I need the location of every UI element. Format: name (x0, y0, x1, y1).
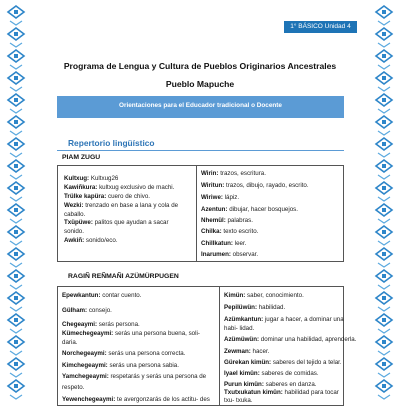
vocabulary-definition: consejo. (87, 307, 112, 314)
vocabulary-definition: palitos que ayudan a sacar (92, 219, 169, 226)
section-heading: Repertorio lingüístico (68, 138, 155, 148)
vocabulary-entry (201, 251, 258, 259)
vocabulary-entry (62, 373, 206, 381)
vocabulary-term: Chegeaymi: (62, 321, 98, 328)
vocabulary-term: Kimchegeaymi: (62, 362, 108, 369)
vocabulary-definition: sonido/eco. (84, 237, 118, 244)
vocabulary-definition: respeto. (62, 384, 85, 391)
vocabulary-definition: cuero de chivo. (106, 193, 150, 200)
people-title: Pueblo Mapuche (165, 79, 235, 89)
vocabulary-term: Chillkatun: (201, 240, 233, 247)
decorative-border-left (4, 0, 28, 400)
vocabulary-entry (64, 202, 178, 210)
grade-badge: 1° BÁSICO Unidad 4 (284, 21, 357, 33)
vocabulary-definition: serás una persona correcta. (106, 350, 186, 357)
vocabulary-definition: dominar una habilidad, aprenderla. (259, 336, 357, 343)
vocabulary-entry (224, 336, 356, 344)
vocabulary-term: Azümkantun: (224, 316, 264, 323)
vocabulary-definition: trazos, dibujo, rayado, escrito. (224, 182, 309, 189)
vocabulary-term: Txüpüwe: (64, 219, 93, 226)
vocabulary-definition: trazos, escritura. (218, 170, 266, 177)
vocabulary-term: Wezki: (64, 202, 84, 209)
vocabulary-entry (224, 304, 285, 312)
vocabulary-term: Nhemül: (201, 217, 226, 224)
vocabulary-entry (201, 217, 253, 225)
vocabulary-term: Inarumen: (201, 251, 231, 258)
vocabulary-definition: habi- lidad. (224, 325, 255, 332)
sub-heading-piam-zugu: PIAM ZUGU (62, 154, 101, 161)
vocabulary-entry (62, 339, 77, 347)
vocabulary-term: Purun kimün: (224, 381, 264, 388)
vocabulary-term: Epewkantun: (62, 292, 101, 299)
vocabulary-entry (62, 330, 200, 338)
vocabulary-entry (201, 194, 239, 202)
vocabulary-entry (224, 359, 342, 367)
vocabulary-term: Chilka: (201, 228, 222, 235)
box-2-divider (219, 286, 220, 406)
vocabulary-definition: contar cuento. (100, 292, 142, 299)
vocabulary-term: Txutxukatun kimün: (224, 389, 283, 396)
vocabulary-entry (201, 206, 298, 214)
vocabulary-definition: saber, conocimiento. (245, 292, 304, 299)
vocabulary-term: Zewman: (224, 348, 251, 355)
vocabulary-definition: Kultxug26 (89, 175, 119, 182)
vocabulary-entry (62, 362, 179, 370)
sub-heading-ragin: RAGIÑ REÑMAÑI AZÜMÜRPUGEN (68, 273, 179, 280)
vocabulary-entry (64, 184, 174, 192)
vocabulary-term: Wiriwe: (201, 194, 223, 201)
vocabulary-entry (224, 389, 339, 397)
vocabulary-definition: lápiz. (222, 194, 240, 201)
vocabulary-definition: hacer. (250, 348, 270, 355)
vocabulary-definition: respetarás y serás una persona de (108, 373, 207, 380)
vocabulary-entry (62, 307, 112, 315)
vocabulary-definition: leer. (232, 240, 247, 247)
vocabulary-entry (224, 381, 317, 389)
vocabulary-entry (64, 175, 118, 183)
vocabulary-entry (224, 316, 344, 324)
vocabulary-term: Trülke kapüra: (64, 193, 107, 200)
vocabulary-term: Kümechegeaymi: (62, 330, 114, 337)
vocabulary-entry (201, 228, 258, 236)
vocabulary-entry (224, 292, 304, 300)
vocabulary-definition: te avergonzarás de los actitu- des (115, 396, 210, 403)
vocabulary-term: Yamchegeaymi: (62, 373, 109, 380)
vocabulary-entry (224, 325, 254, 333)
box-1-divider (196, 165, 197, 262)
vocabulary-entry (64, 211, 85, 219)
vocabulary-definition: saberes del tejido a telar. (271, 359, 342, 366)
vocabulary-definition: serás una persona sabia. (107, 362, 179, 369)
vocabulary-entry (62, 396, 210, 404)
vocabulary-definition: observar. (230, 251, 259, 258)
program-title: Programa de Lengua y Cultura de Pueblos Originarios Ancestrales (63, 61, 337, 71)
vocabulary-definition: sonido. (64, 228, 84, 235)
vocabulary-term: Azentun: (201, 206, 228, 213)
vocabulary-term: Awkiñ: (64, 237, 85, 244)
vocabulary-definition: serás una persona buena, soli- (113, 330, 200, 337)
vocabulary-entry (62, 350, 185, 358)
heading-rule (57, 150, 344, 151)
vocabulary-entry (224, 397, 253, 405)
vocabulary-definition: txu- txuka. (224, 397, 253, 404)
decorative-border-right (372, 0, 396, 400)
vocabulary-definition: saberes en danza. (263, 381, 317, 388)
vocabulary-term: Norchegeaymi: (62, 350, 107, 357)
vocabulary-definition: trenzado en base a lana y cola de (83, 202, 179, 209)
vocabulary-entry (64, 237, 118, 245)
vocabulary-entry (201, 170, 266, 178)
vocabulary-term: Iyael kimün: (224, 370, 260, 377)
vocabulary-definition: serás persona. (97, 321, 140, 328)
vocabulary-term: Wiritun: (201, 182, 225, 189)
vocabulary-definition: dibujar, hacer bosquejos. (227, 206, 298, 213)
section-banner: Orientaciones para el Educador tradicional o Docente (57, 96, 344, 118)
vocabulary-term: Kimün: (224, 292, 246, 299)
vocabulary-definition: kultxug exclusivo de machi. (97, 184, 175, 191)
vocabulary-entry (224, 348, 269, 356)
vocabulary-entry (64, 219, 169, 227)
vocabulary-entry (224, 370, 319, 378)
vocabulary-definition: habilidad para tocar (282, 389, 339, 396)
vocabulary-definition: daria. (62, 339, 78, 346)
vocabulary-term: Pepilüwün: (224, 304, 257, 311)
vocabulary-definition: texto escrito. (221, 228, 259, 235)
vocabulary-term: Wirin: (201, 170, 219, 177)
vocabulary-term: Azümüwün: (224, 336, 260, 343)
vocabulary-entry (62, 384, 84, 392)
vocabulary-term: Gürekan kimün: (224, 359, 272, 366)
vocabulary-entry (201, 182, 309, 190)
vocabulary-entry (62, 292, 141, 300)
vocabulary-term: Yewenchegeaymi: (62, 396, 116, 403)
vocabulary-entry (64, 228, 84, 236)
vocabulary-term: Kultxug: (64, 175, 90, 182)
vocabulary-term: Gülham: (62, 307, 88, 314)
vocabulary-definition: habilidad. (257, 304, 286, 311)
vocabulary-definition: palabras. (225, 217, 253, 224)
vocabulary-definition: jugar a hacer, a dominar una (263, 316, 344, 323)
vocabulary-entry (62, 321, 140, 329)
vocabulary-definition: saberes de comidas. (259, 370, 319, 377)
vocabulary-entry (201, 240, 246, 248)
vocabulary-term: Kawiñkura: (64, 184, 98, 191)
vocabulary-definition: caballo. (64, 211, 86, 218)
vocabulary-entry (64, 193, 150, 201)
